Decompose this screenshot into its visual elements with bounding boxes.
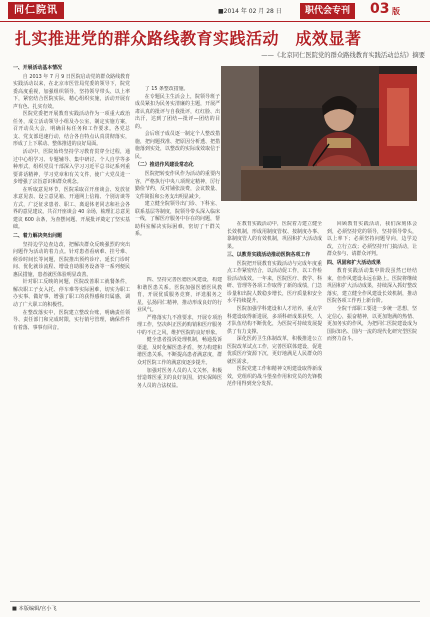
page-footer: ■ 本版编辑/宫小飞 (12, 606, 57, 612)
body-paragraph: 医院把转变作风作为活动的重要内容，严格执行中央八项规定精神，厉行勤俭节约，反对铺张浪费，会议数量、文件简报和公务支出明显减少。 (135, 171, 220, 200)
body-paragraph: 坚持边学边查边改，把解决群众反映强烈的突出问题作为活动的着力点。针对患者看病难、挂号难、候诊时间长等问题，医院推出预约诊疗、延长门诊时间、优化就诊流程、增设自助服务设备等一系列便民惠民措施，患者就医体验明显改善。 (13, 241, 130, 278)
body-paragraph: 在专题民主生活会上，院领导班子成员紧扣为民务实清廉的主题，开展严肃认真的批评与自我批评，红红脸、出出汗，达到了团结—批评—团结的目的。 (135, 93, 220, 130)
body-paragraph: 活动中，医院始终坚持学习教育贯穿全过程，通过中心组学习、专题辅导、集中研讨、个人自学等多种形式，组织党员干部深入学习习近平总书记系列重要讲话精神，学习党章和有关文件，使广大党员进一步增强了宗旨意识和群众观念。 (13, 149, 130, 186)
speaker-photo (221, 66, 417, 201)
headline: 扎实推进党的群众路线教育实践活动 成效显著 (15, 29, 362, 48)
body-paragraph: 在听取意见环节，医院采取召开座谈会、发放征求意见表、设立意见箱、开通网上信箱、个别访谈等方式，广泛征求患者、职工、离退休老同志和社会各界的意见建议。共召开座谈会 40 余场，梳理汇总意见建议 600 余条，为查摆问题、开展批评奠定了坚实基础。 (13, 186, 130, 231)
speaker-photo-illustration (221, 66, 417, 201)
body-paragraph: 回顾教育实践活动，我们深刻体会到，必须坚持党的领导，坚持领导带头，以上率下；必须坚持问题导向，边学边改，立行立改；必须坚持开门搞活动，让群众参与、请群众评判。 (327, 221, 417, 258)
issue-date: ■2014 年 02 月 28 日 (218, 8, 282, 15)
section-heading: （二）推进作风建设常态化 (135, 162, 194, 169)
body-paragraph: 医院加强学科建设和人才培养，重点学科建设取得新进展，多项科研成果获奖，人才队伍结构不断优化，为医院可持续发展提供了有力支撑。 (227, 306, 322, 335)
body-paragraph: 建立健全院领导出门诊、下科室、联系基层等制度，院领导带头深入临床一线，了解医疗服务中存在的问题，帮助科室解决实际困难，密切了干群关系。 (135, 201, 220, 238)
body-paragraph: 加强对医务人员的人文关怀，积极营造尊医重卫的良好氛围，切实保障医务人员的合法权益。 (137, 367, 222, 389)
photo-caption (221, 203, 417, 217)
masthead (0, 0, 430, 22)
body-paragraph: 医院党建工作和精神文明建设取得新成效，党组织的战斗堡垒作用和党员的先锋模范作用得到充分发挥。 (227, 366, 322, 388)
page-label: 版 (392, 7, 400, 16)
subhead: ——《北京同仁医院党的群众路线教育实践活动总结》摘要 (261, 52, 425, 59)
newspaper-logo: 同仁院讯 (8, 2, 64, 19)
body-paragraph: 了 15 条整改措施。 (144, 86, 189, 92)
body-paragraph: 在教育实践活动中，医院着力建立健全长效机制，形成用制度管权、按制度办事、靠制度管人的有效机制，巩固和扩大活动成果。 (227, 221, 322, 250)
body-paragraph: 全院干部职工要进一步统一思想，坚定信心，振奋精神，以更加饱满的热情、更加务实的作风，为把同仁医院建设成为国际知名、国内一流的现代化研究型医院而努力奋斗。 (327, 306, 417, 343)
section-heading: 四、巩固和扩大活动成果 (327, 259, 381, 266)
body-paragraph: 健全患者投诉处理机制，畅通投诉渠道，及时化解医患矛盾，努力构建和谐医患关系，不断提高患者满意度，群众对医院工作的满意度逐步提升。 (137, 337, 222, 367)
body-paragraph: 针对职工反映的问题，医院改善职工就餐条件，解决职工子女入托、停车难等实际困难，切实为职工办实事、做好事，增强了职工的获得感和归属感，调动了广大职工的积极性。 (13, 279, 130, 308)
body-paragraph: 严格落实九不准要求，开展专项治理工作，坚决纠正医药购销和医疗服务中的不正之风，维护医院的良好形象。 (137, 314, 222, 336)
section-heading: 一、开展活动基本情况 (13, 65, 62, 71)
article-column-5 (327, 221, 417, 602)
section-heading: 二、着力解决突出问题 (13, 233, 62, 240)
body-paragraph: 四、坚持完善医德医风建设，构建和谐医患关系。医院加强医德医风教育，开展优质服务竞赛，评选服务之星，弘扬同仁精神，推动形成良好的行业风气。 (137, 277, 222, 314)
article-column-3 (137, 277, 222, 602)
article-column-4 (227, 221, 322, 602)
article-column-1 (13, 64, 130, 602)
section-heading: 三、以教育实践活动推动医院各项工作 (227, 252, 311, 259)
body-paragraph: 自 2013 年 7 月 9 日医院启动党的群众路线教育实践活动以来，在北京市医管局党委的领导下，院党委高度重视，加强组织领导，坚持领导带头、以上率下，紧密结合医院实际，精心组织实施，活动开展有声有色、扎实有效。 (13, 73, 130, 110)
page-number: 03 (370, 1, 390, 17)
body-paragraph: 医院党委把开展教育实践活动作为一项重大政治任务，成立活动领导小组及办公室，制定实施方案，召开动员大会，明确目标任务和工作要求。各党总支、党支部迅速行动，结合各自特点认真贯彻落实，形成了上下联动、整体推进的良好局面。 (13, 111, 130, 148)
body-paragraph: 会后班子成员逐一制定个人整改措施，把问题找准、把原因分析透、把措施落到实处，以整改的实际成效取信于民。 (135, 131, 220, 160)
body-paragraph: 医院把开展教育实践活动与完成年度重点工作紧密结合，以活动促工作，以工作检验活动成效。一年来，医院医疗、教学、科研、管理等各项工作取得了新的成绩，门急诊量和出院人数稳步增长，医疗质量和安全水平持续提升。 (227, 260, 322, 305)
footer-divider (10, 601, 420, 602)
body-paragraph: 深化医药卫生体制改革，积极推进公立医院改革试点工作，完善医联体建设，促进优质医疗资源下沉，更好地满足人民群众的就医需求。 (227, 336, 322, 365)
body-paragraph: 在整改落实中，医院建立整改台账，明确责任领导、责任部门和完成时限，实行销号管理，确保件件有着落、事事有回音。 (13, 309, 130, 331)
body-paragraph: 教育实践活动集中阶段虽然已经结束，但作风建设永远在路上。医院将继续巩固和扩大活动成果，持续深入抓好整改落实，建立健全作风建设长效机制，推动医院各项工作再上新台阶。 (327, 268, 417, 305)
section-title: 职代会专刊 (300, 3, 355, 19)
